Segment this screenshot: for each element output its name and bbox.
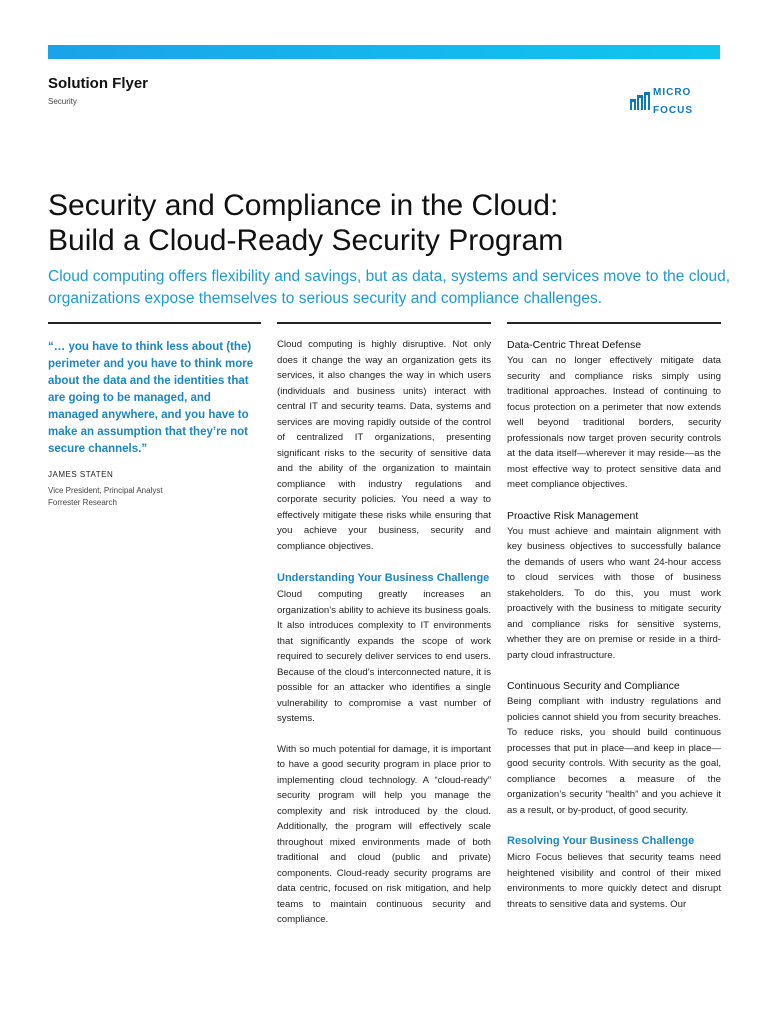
body-paragraph: You must achieve and maintain alignment with key business objectives to successfully balance the demands of users who want 24-hour access to cloud services with those of business stakeholders. To do this, you must work proactively with the business to mitigate security and compliance risks for sensitive systems, whether they are on premise or reside in a third-party cloud infrastructure. <box>507 525 721 661</box>
column-rule-1 <box>48 322 261 324</box>
column-rule-3 <box>507 322 721 324</box>
subheading-data-centric: Data-Centric Threat Defense <box>507 339 642 351</box>
subheading-risk-management: Proactive Risk Management <box>507 509 639 522</box>
body-paragraph: With so much potential for damage, it is important to have a good security program in place prior to implementing cloud technology. A “cloud-ready” security program will help you manage the complexity and risk introduced by the cloud. Additionally, the program will effectively scale throughout mixed environments made of both traditional and cloud (public and private) components. Cloud-ready security programs are data centric, focused on risk mitigation, and help teams to maintain continuous security and compliance. <box>277 743 491 925</box>
logo-line2: FOCUS <box>653 105 693 116</box>
logo-wordmark <box>653 79 693 124</box>
top-accent-bar <box>48 45 720 59</box>
quote-author-role: Vice President, Principal Analyst <box>48 486 163 495</box>
body-paragraph: Micro Focus believes that security teams need heightened visibility and control of their mixed environments to more quickly detect and disrupt threats to sensitive data and systems. Our <box>507 852 721 910</box>
intro-paragraph: Cloud computing is highly disruptive. Not only does it change the way an organization gets its services, it also changes the way in which users (individuals and business units) interact with central IT and security teams. Data, systems and services are moving rapidly outside of the control of centralized IT organizations, presenting significant risks to the security of sensitive data and the ability of the organization to maintain compliance with industry regulations and corporate security policies. You need a way to effectively mitigate these risks while ensuring that you achieve your business, security and compliance objectives. <box>277 339 491 552</box>
category-label: Security <box>48 97 77 106</box>
subheading-continuous-security: Continuous Security and Compliance <box>507 680 680 692</box>
pull-quote: “… you have to think less about (the) perimeter and you have to think more about the data and the identities that are going to be managed, and managed anywhere, and you have to make an assumption that they’re not secure channels.” <box>48 341 254 455</box>
title-line1: Security and Compliance in the Cloud: <box>48 189 559 222</box>
doc-type-label: Solution Flyer <box>48 75 149 92</box>
body-paragraph: Cloud computing greatly increases an organization’s ability to achieve its business goals. It also introduces complexity to IT environments that significantly expands the scope of work required to securely deliver services to end users. Because of the cloud’s interconnected nature, it is possible for an attacker who identifies a single vulnerability to compromise a vast number of systems. <box>277 589 491 724</box>
section-heading-understanding: Understanding Your Business Challenge <box>277 572 490 584</box>
title-line2: Build a Cloud-Ready Security Program <box>48 224 564 257</box>
body-column-2 <box>507 337 721 912</box>
quote-author-org: Forrester Research <box>48 498 117 507</box>
subtitle: Cloud computing offers flexibility and savings, but as data, systems and services move to the cloud, organizations expose themselves to serious security and compliance challenges. <box>48 268 731 307</box>
quote-author: JAMES STATEN <box>48 470 114 479</box>
micro-focus-logo <box>630 79 693 124</box>
micro-focus-logo-icon <box>630 92 650 112</box>
page-title <box>48 188 738 258</box>
body-column-1 <box>277 337 491 928</box>
body-paragraph: You can no longer effectively mitigate data security and compliance risks simply using traditional approaches. Instead of continuing to focus protection on a perimeter that now extends well beyond traditional borders, security professionals now target proven security controls at the data itself—wherever it may reside—as the most effective way to protect sensitive data and meet compliance objectives. <box>507 355 721 490</box>
section-heading-resolving: Resolving Your Business Challenge <box>507 835 695 847</box>
body-paragraph: Being compliant with industry regulations and policies cannot shield you from security breaches. To reduce risks, you should build continuous processes that put in place—and keep in place—good security controls. With security as the goal, compliance becomes a measure of the organization’s security “health” and you achieve it as a result, or by-product, of good security. <box>507 696 721 816</box>
column-rule-2 <box>277 322 491 324</box>
logo-line1: MICRO <box>653 87 692 98</box>
